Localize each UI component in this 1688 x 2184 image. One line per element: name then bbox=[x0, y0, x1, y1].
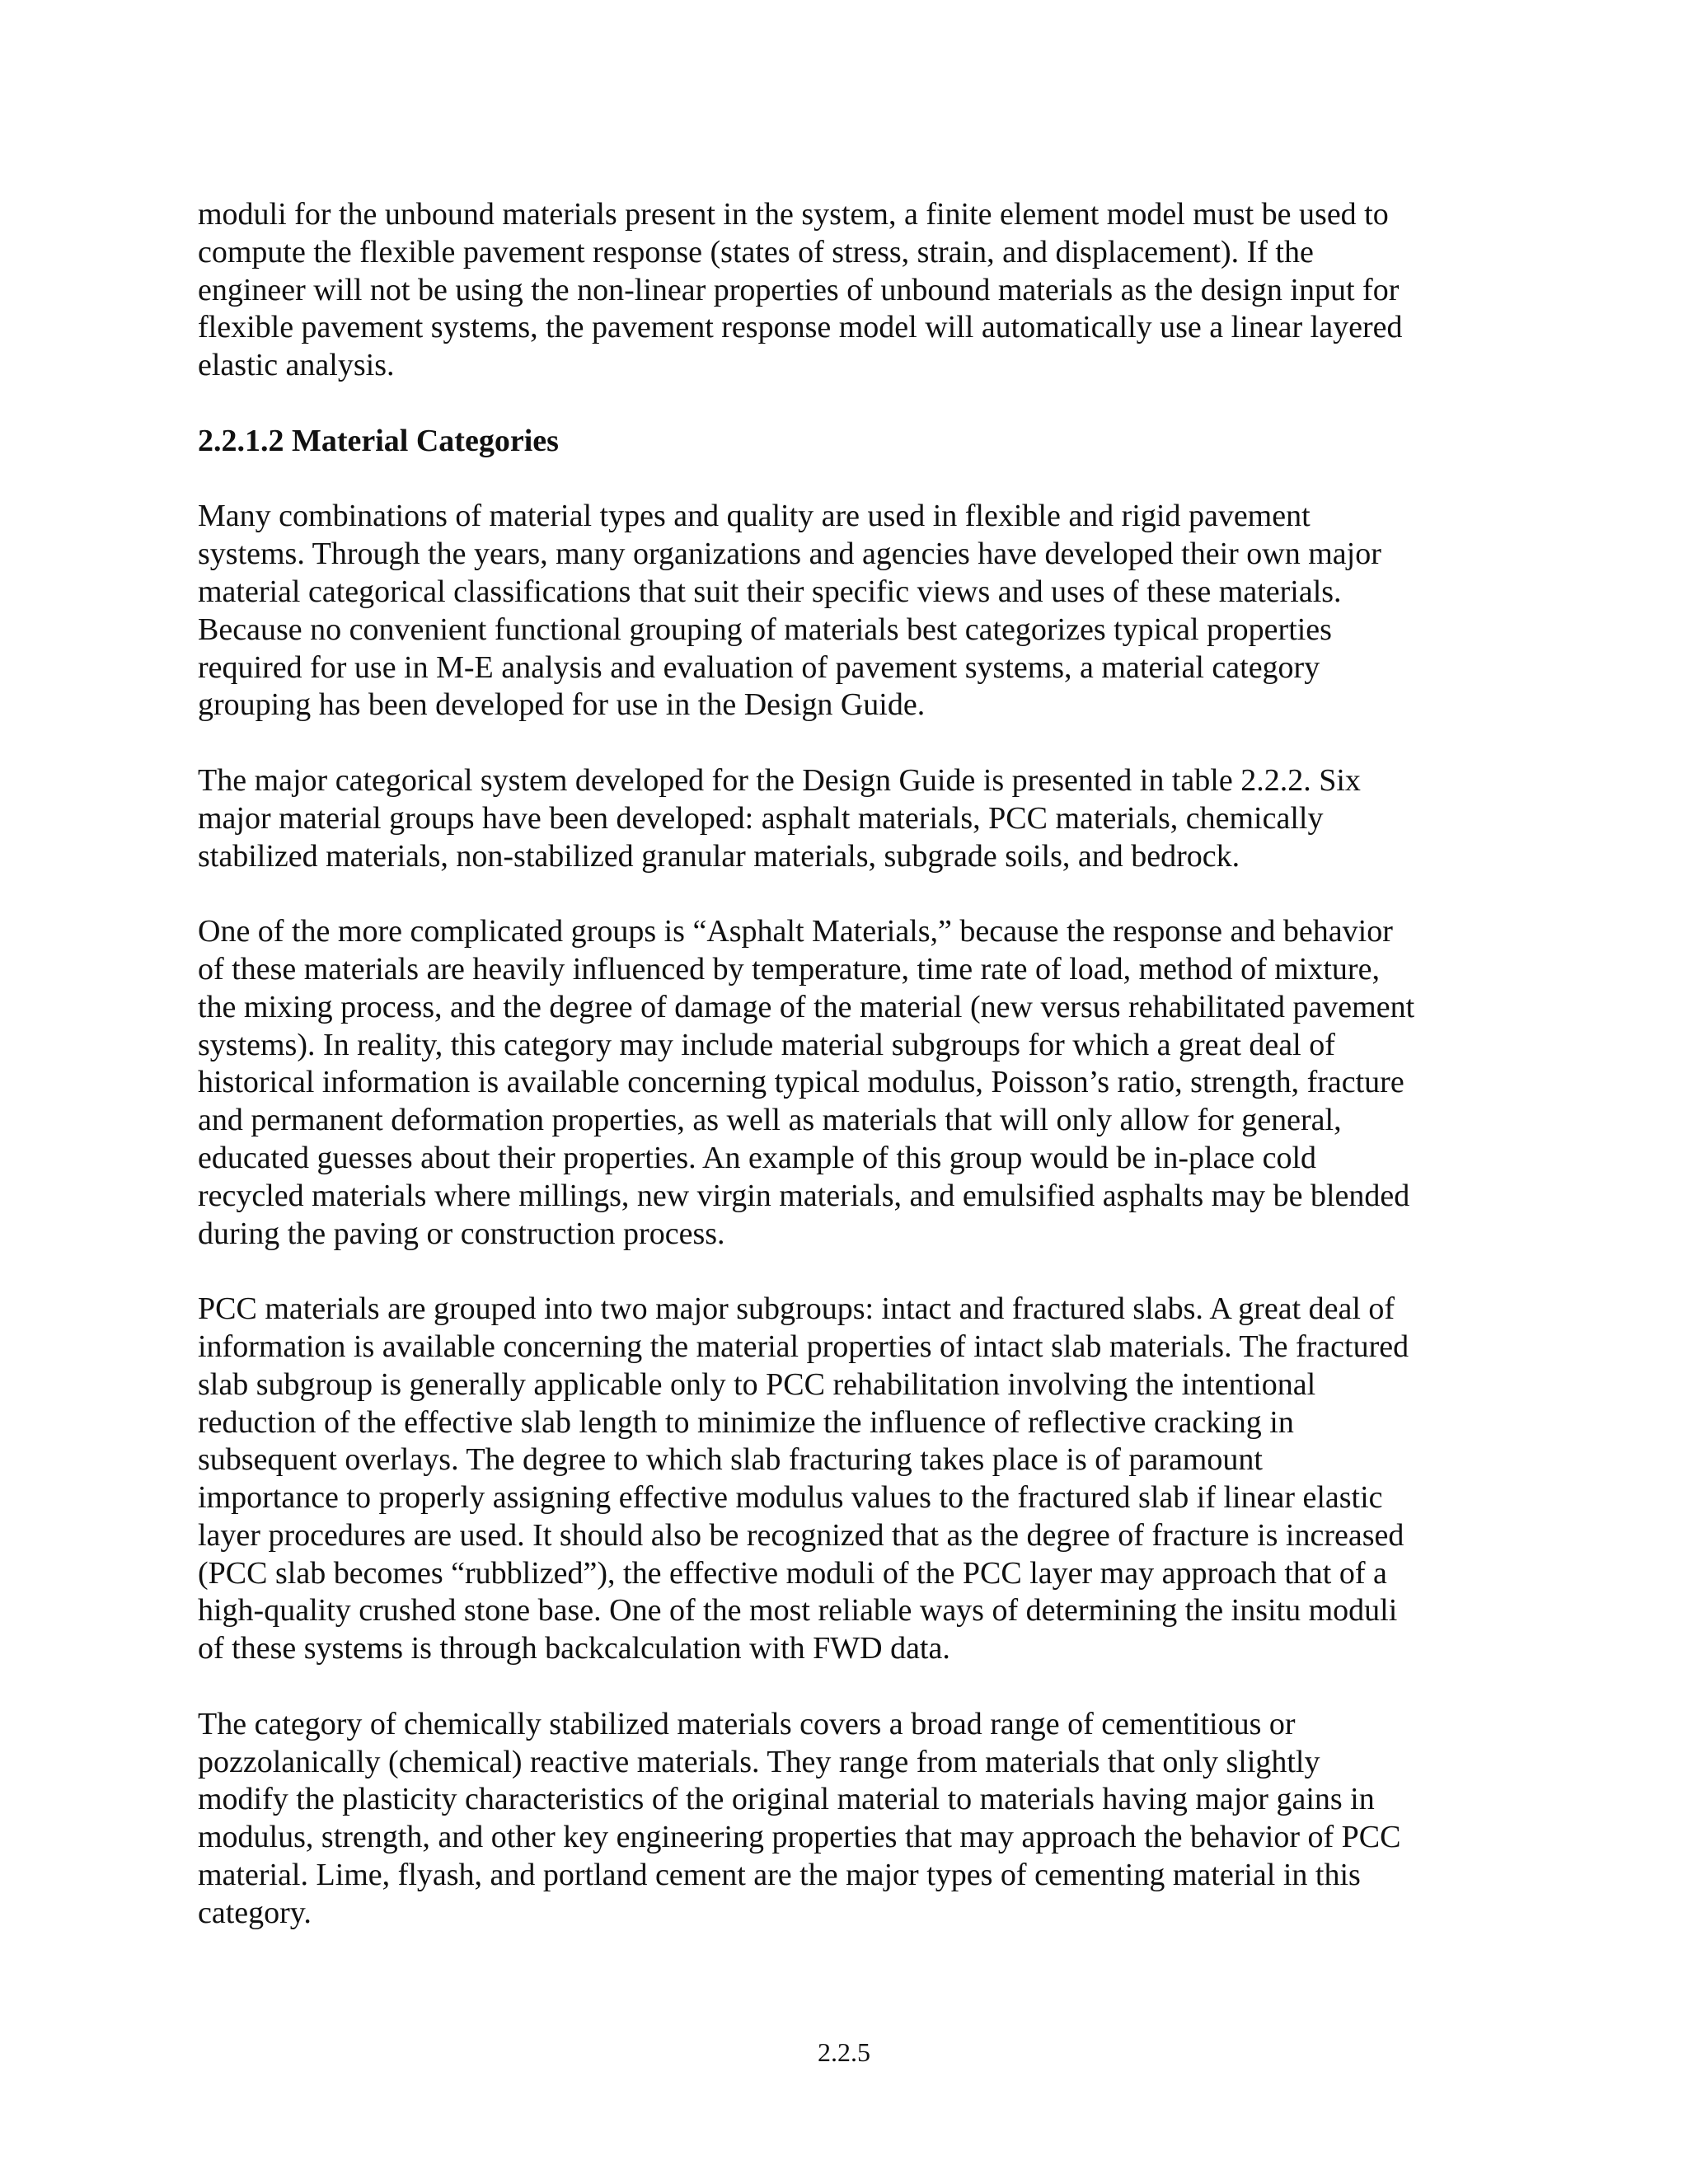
text-line: importance to properly assigning effective modulus values to the fractured slab if linear elastic bbox=[198, 1480, 1383, 1516]
text-line: modify the plasticity characteristics of the original material to materials having major gains in bbox=[198, 1782, 1375, 1817]
text-line: historical information is available concerning typical modulus, Poisson’s ratio, strength, fracture bbox=[198, 1065, 1404, 1100]
text-line: major material groups have been developed: asphalt materials, PCC materials, chemically bbox=[198, 800, 1324, 836]
text-line: information is available concerning the material properties of intact slab materials. The fractured bbox=[198, 1329, 1409, 1364]
paragraph-gap bbox=[198, 875, 1484, 913]
text-line: and permanent deformation properties, as well as materials that will only allow for general, bbox=[198, 1103, 1342, 1138]
page-body bbox=[198, 196, 1484, 1933]
text-line: Because no convenient functional grouping of materials best categorizes typical properties bbox=[198, 612, 1332, 647]
paragraph-pcc-materials bbox=[198, 1291, 1484, 1668]
paragraph-gap bbox=[198, 1253, 1484, 1291]
intro-paragraph bbox=[198, 196, 1484, 385]
paragraph-asphalt-materials bbox=[198, 913, 1484, 1253]
text-line: category. bbox=[198, 1895, 312, 1930]
section-heading: 2.2.1.2 Material Categories bbox=[198, 423, 559, 458]
text-line: required for use in M-E analysis and evaluation of pavement systems, a material category bbox=[198, 649, 1320, 685]
text-line: slab subgroup is generally applicable only to PCC rehabilitation involving the intentional bbox=[198, 1366, 1316, 1402]
text-line: engineer will not be using the non-linear properties of unbound materials as the design input for bbox=[198, 272, 1400, 307]
text-line: of these materials are heavily influenced by temperature, time rate of load, method of mixture, bbox=[198, 951, 1380, 987]
text-line: the mixing process, and the degree of damage of the material (new versus rehabilitated pavement bbox=[198, 989, 1415, 1024]
text-line: stabilized materials, non-stabilized granular materials, subgrade soils, and bedrock. bbox=[198, 838, 1240, 874]
text-line: high-quality crushed stone base. One of the most reliable ways of determining the insitu moduli bbox=[198, 1593, 1398, 1629]
text-line: systems. Through the years, many organizations and agencies have developed their own major bbox=[198, 537, 1381, 572]
text-line: recycled materials where millings, new virgin materials, and emulsified asphalts may be blended bbox=[198, 1178, 1410, 1213]
paragraph-material-types bbox=[198, 498, 1484, 724]
text-line: PCC materials are grouped into two major subgroups: intact and fractured slabs. A great deal of bbox=[198, 1291, 1395, 1327]
text-line: reduction of the effective slab length to minimize the influence of reflective cracking in bbox=[198, 1404, 1294, 1440]
page-number: 2.2.5 bbox=[818, 2037, 870, 2067]
paragraph-chemically-stabilized bbox=[198, 1706, 1484, 1933]
text-line: grouping has been developed for use in the Design Guide. bbox=[198, 687, 926, 723]
paragraph-gap bbox=[198, 724, 1484, 762]
text-line: compute the flexible pavement response (states of stress, strain, and displacement). If the bbox=[198, 234, 1314, 269]
text-line: material categorical classifications that suit their specific views and uses of these materials. bbox=[198, 574, 1342, 609]
text-line: systems). In reality, this category may include material subgroups for which a great deal of bbox=[198, 1027, 1335, 1062]
text-line: during the paving or construction process. bbox=[198, 1216, 725, 1251]
text-line: One of the more complicated groups is “Asphalt Materials,” because the response and behavior bbox=[198, 914, 1393, 949]
text-line: modulus, strength, and other key engineering properties that may approach the behavior of PCC bbox=[198, 1820, 1401, 1855]
text-line: flexible pavement systems, the pavement response model will automatically use a linear layered bbox=[198, 310, 1403, 345]
text-line: Many combinations of material types and quality are used in flexible and rigid pavement bbox=[198, 499, 1311, 534]
paragraph-gap bbox=[198, 461, 1484, 499]
paragraph-gap bbox=[198, 1668, 1484, 1706]
text-line: elastic analysis. bbox=[198, 348, 395, 383]
text-line: moduli for the unbound materials present in the system, a finite element model must be used to bbox=[198, 197, 1389, 232]
text-line: educated guesses about their properties. An example of this group would be in-place cold bbox=[198, 1140, 1317, 1175]
text-line: The category of chemically stabilized materials covers a broad range of cementitious or bbox=[198, 1706, 1296, 1741]
paragraph-categorical-system bbox=[198, 762, 1484, 875]
text-line: of these systems is through backcalculation with FWD data. bbox=[198, 1631, 950, 1666]
text-line: pozzolanically (chemical) reactive materials. They range from materials that only slightly bbox=[198, 1744, 1320, 1779]
text-line: The major categorical system developed for the Design Guide is presented in table 2.2.2. Six bbox=[198, 762, 1361, 798]
text-line: subsequent overlays. The degree to which slab fracturing takes place is of paramount bbox=[198, 1442, 1263, 1478]
text-line: (PCC slab becomes “rubblized”), the effective moduli of the PCC layer may approach that of a bbox=[198, 1555, 1387, 1591]
text-line: material. Lime, flyash, and portland cement are the major types of cementing material in this bbox=[198, 1858, 1361, 1893]
paragraph-gap bbox=[198, 385, 1484, 423]
text-line: layer procedures are used. It should also be recognized that as the degree of fracture is increased bbox=[198, 1517, 1404, 1553]
